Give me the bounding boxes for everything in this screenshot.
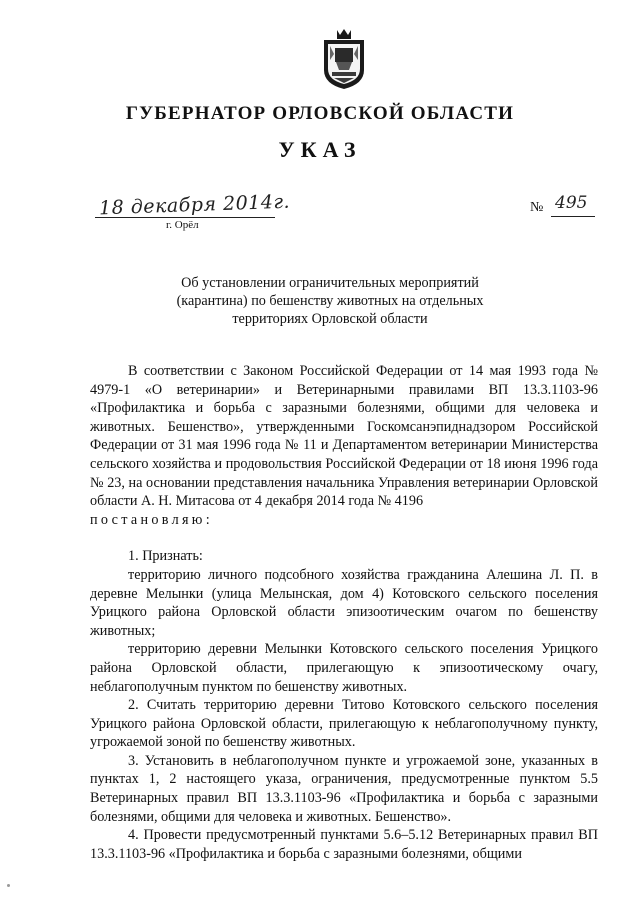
subject-line: Об установлении ограничительных мероприятий (181, 275, 479, 291)
decree-word: постановляю: (90, 511, 213, 528)
handwritten-date: 18 декабря 2014г. (98, 190, 291, 220)
coat-of-arms-icon (321, 26, 367, 90)
date-underline (95, 217, 275, 218)
subject-line: территориях Орловской области (232, 311, 428, 327)
number-label: № (530, 200, 544, 215)
item-2-paragraph: 2. Считать территорию деревни Титово Котовского сельского поселения Урицкого района Орловской области, прилегающую к неблагополучному пункту, угрожаемой зоной по бешенству животных. (90, 697, 598, 751)
decree-subject (150, 274, 510, 328)
document-type: УКАЗ (278, 137, 362, 162)
place-of-issue: г. Орёл (166, 219, 199, 231)
item-1-paragraph-b: территорию деревни Мелынки Котовского сельского поселения Урицкого района Орловской области, прилегающую к эпизоотическому очагу, неблагополучным пунктом по бешенству животных. (90, 641, 598, 695)
item-4-paragraph: 4. Провести предусмотренный пунктами 5.6–5.12 Ветеринарных правил ВП 13.3.1103-96 «Профилактика и борьба с заразными болезнями, общими (90, 827, 598, 862)
margin-dot (7, 884, 10, 887)
item-3-paragraph: 3. Установить в неблагополучном пункте и угрожаемой зоне, указанных в пунктах 1, 2 настоящего указа, ограничения, предусмотренные пунктом 5.5 Ветеринарных правил ВП 13.3.1103-96 «Профилактика и борьба с заразными болезнями, общими для человека и животных. Бешенство». (90, 752, 598, 825)
handwritten-number: 495 (555, 193, 588, 213)
number-underline (551, 216, 595, 217)
decree-body (90, 362, 598, 863)
authority-title: ГУБЕРНАТОР ОРЛОВСКОЙ ОБЛАСТИ (125, 103, 515, 124)
item-1-title: 1. Признать: (128, 548, 203, 565)
preamble-paragraph: В соответствии с Законом Российской Федерации от 14 мая 1993 года № 4979-1 «О ветеринарии» и Ветеринарными правилами ВП 13.3.1103-96 «Профилактика и борьба с заразными болезнями, общими для человека и животных. Бешенство», утвержденными Госкомсанэпиднадзором Российской Федерации от 31 мая 1996 года № 11 и Департаментом ветеринарии Министерства сельского хозяйства и продовольствия Российской Федерации от 18 июня 1996 года № 23, на основании представления начальника Управления ветеринарии Орловской области А. Н. Митасова от 4 декабря 2014 года № 4196 (90, 363, 598, 510)
item-1-paragraph-a: территорию личного подсобного хозяйства гражданина Алешина Л. П. в деревне Мелынки (улица Мелынская, дом 4) Котовского сельского поселения Урицкого района Орловской области эпизоотическим очагом по бешенству животных; (90, 566, 598, 639)
subject-line: (карантина) по бешенству животных на отдельных (176, 293, 484, 309)
